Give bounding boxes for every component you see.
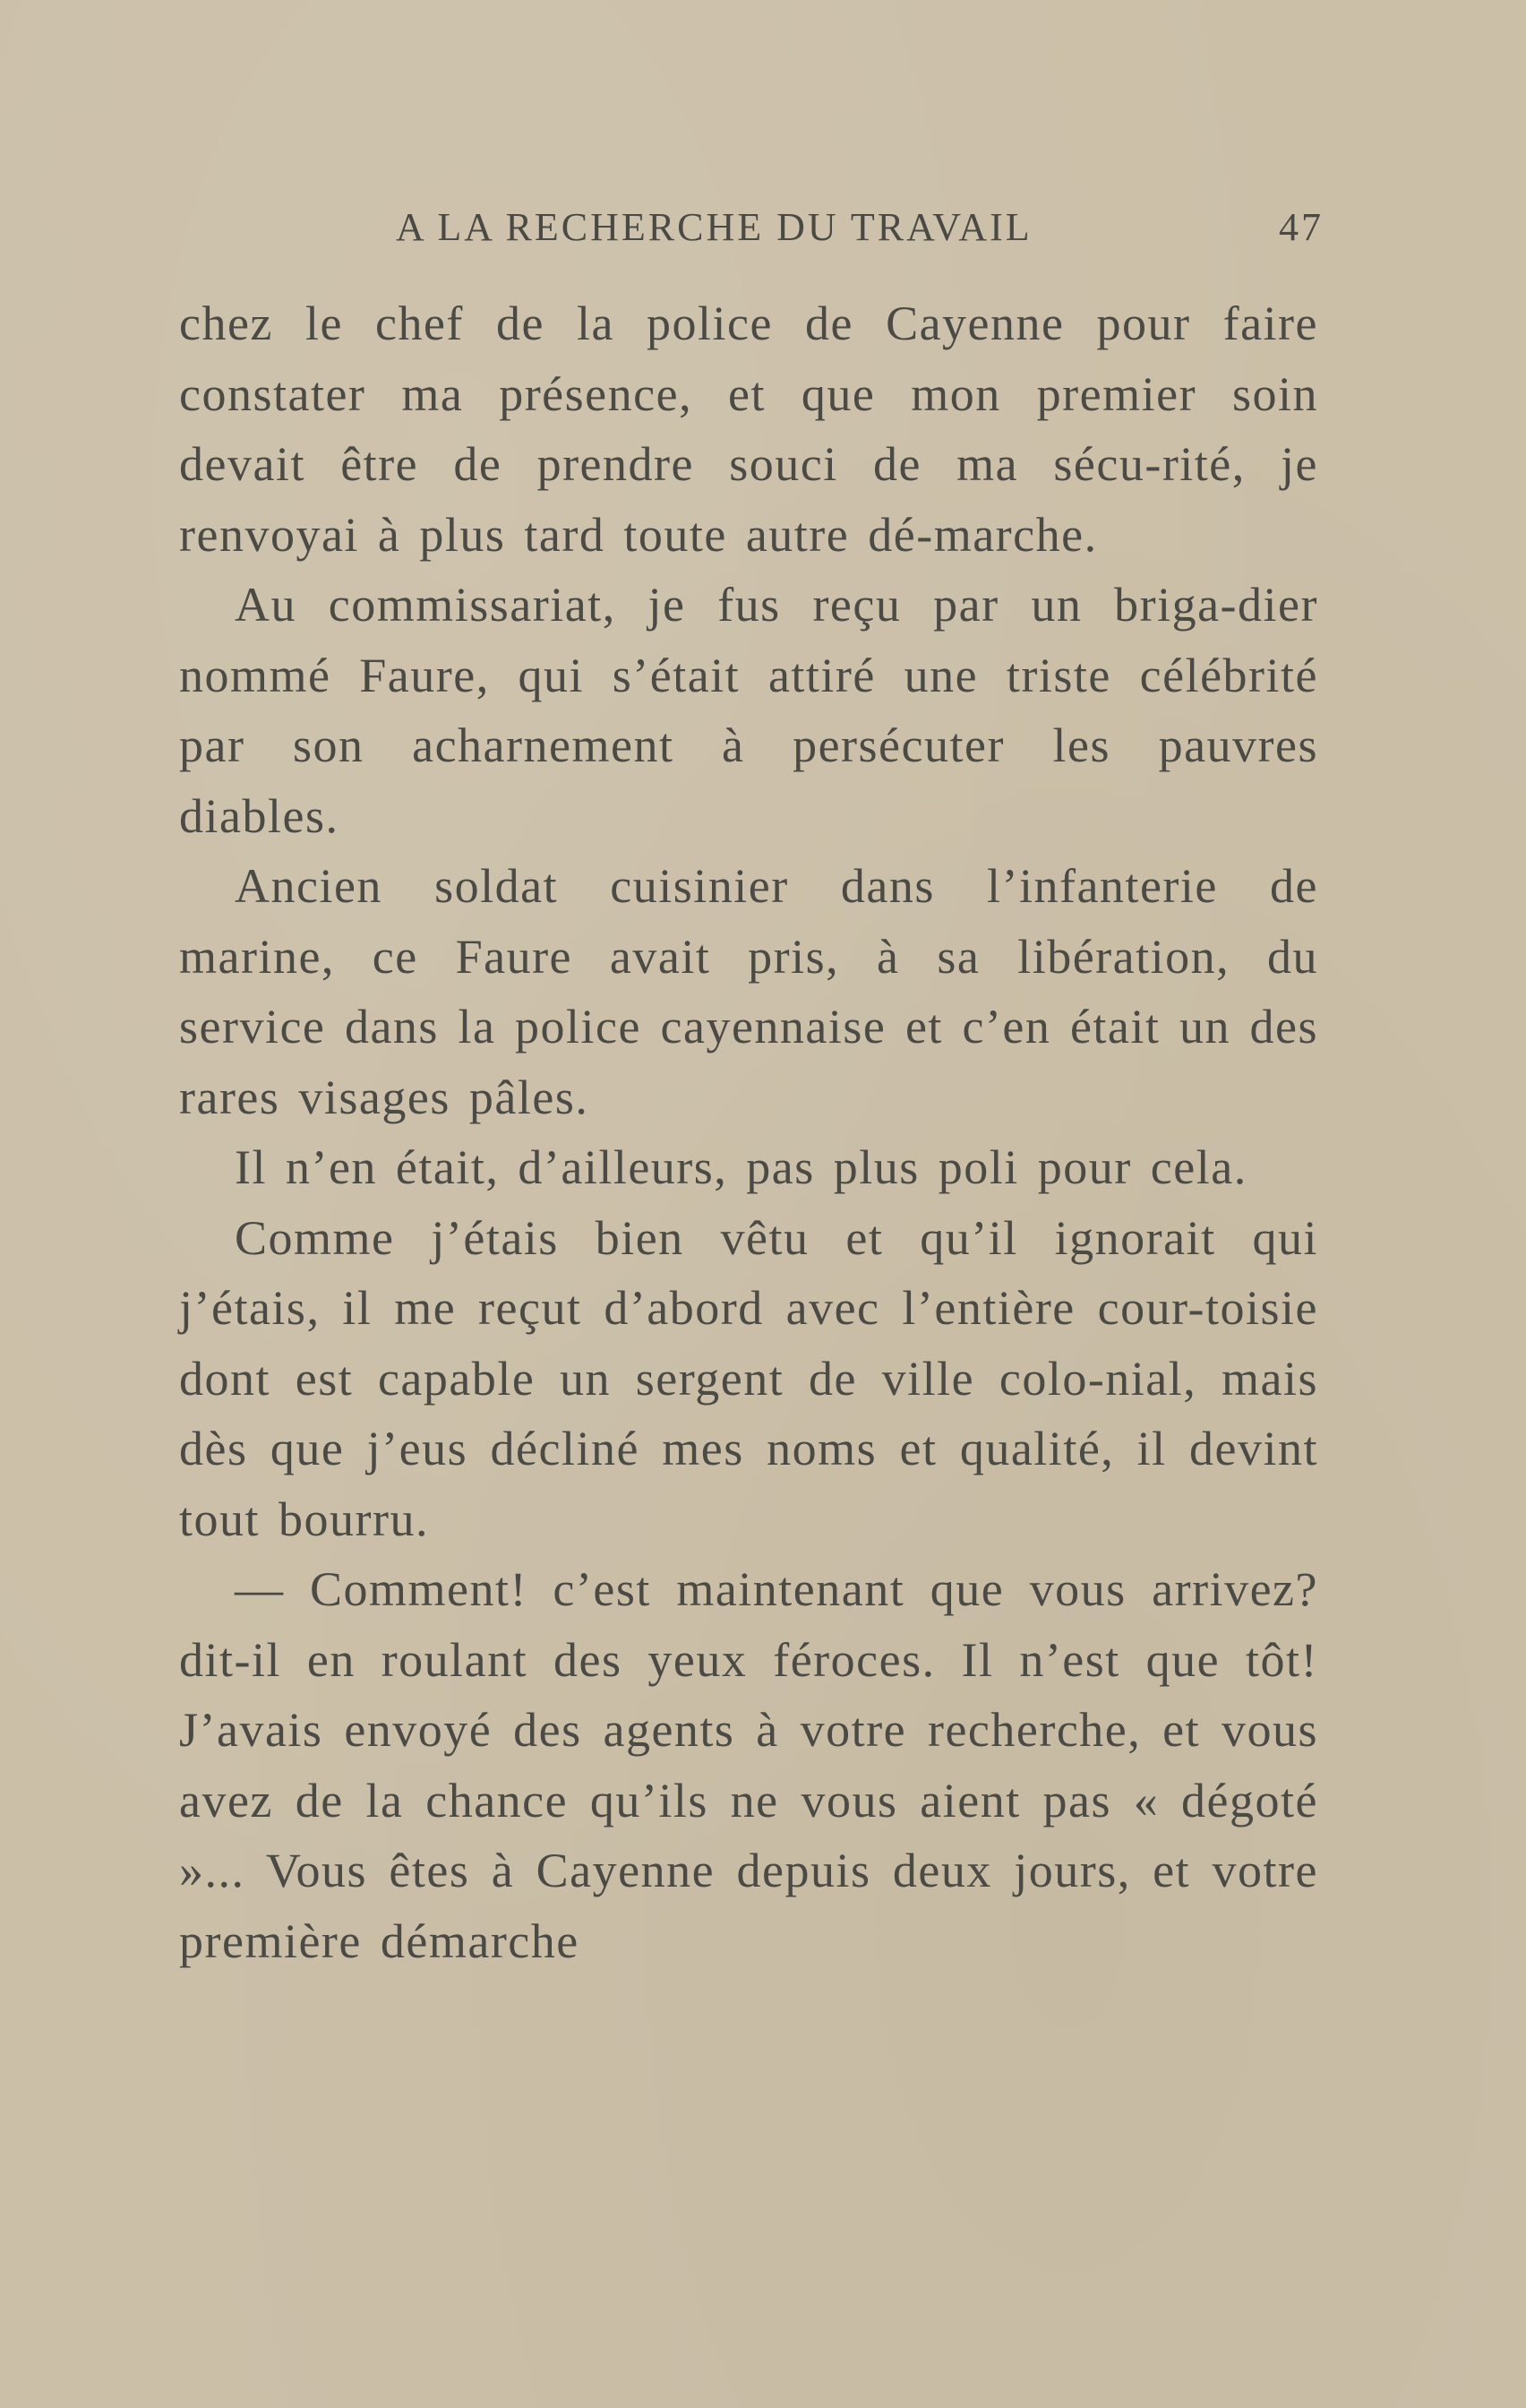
- paragraph: chez le chef de la police de Cayenne pour faire constater ma présence, et que mon premier soin devait être de prendre souci de ma sécu-rité, je renvoyai à plus tard toute autre dé-marche.: [179, 297, 1318, 562]
- paragraph: Il n’en était, d’ailleurs, pas plus poli pour cela.: [235, 1140, 1247, 1194]
- paragraph: Comme j’étais bien vêtu et qu’il ignorait qui j’étais, il me reçut d’abord avec l’entière cour-toisie dont est capable un sergent de ville colo-nial, mais dès que j’eus décliné mes noms et qualité, il devint tout bourru.: [179, 1210, 1318, 1546]
- running-title: A LA RECHERCHE DU TRAVAIL: [396, 205, 1033, 249]
- paragraph: Au commissariat, je fus reçu par un briga-dier nommé Faure, qui s’était attiré une triste célébrité par son acharnement à persécuter les pauvres diables.: [179, 578, 1318, 843]
- running-head: [396, 204, 1324, 258]
- page-number: 47: [1279, 205, 1324, 249]
- paragraph: — Comment! c’est maintenant que vous arrivez? dit-il en roulant des yeux féroces. Il n’est que tôt! J’avais envoyé des agents à votre recherche, et vous avez de la chance qu’ils ne vous aient pas « dégoté »... Vous êtes à Cayenne depuis deux jours, et votre première démarche: [179, 1562, 1318, 1968]
- body-text: [179, 288, 1318, 1976]
- paragraph: Ancien soldat cuisinier dans l’infanterie de marine, ce Faure avait pris, à sa libération, du service dans la police cayennaise et c’en était un des rares visages pâles.: [179, 859, 1318, 1124]
